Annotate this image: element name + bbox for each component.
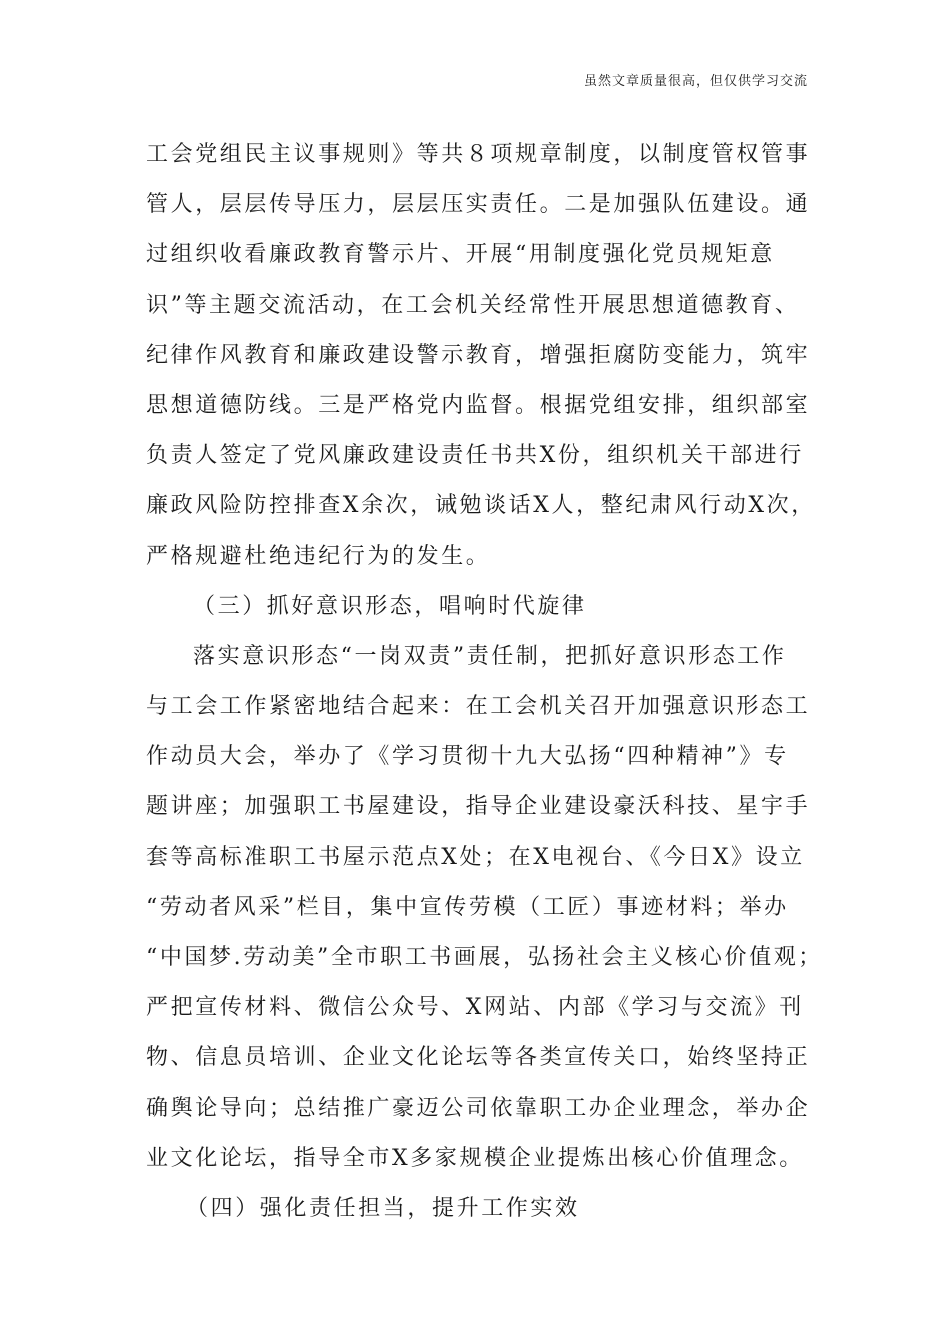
text-line: 廉政风险防控排查X余次，诫勉谈话X人，整纪肃风行动X次， xyxy=(146,493,816,519)
page-header-note: 虽然文章质量很高，但仅供学习交流 xyxy=(583,74,808,89)
text-line: 作动员大会，举办了《学习贯彻十九大弘扬“四种精神”》专 xyxy=(146,744,789,770)
text-line: 套等高标准职工书屋示范点X处；在X电视台、《今日X》设立 xyxy=(146,844,805,870)
section-heading: （四）强化责任担当，提升工作实效 xyxy=(186,1195,580,1221)
text-line: 物、信息员培训、企业文化论坛等各类宣传关口，始终坚持正 xyxy=(146,1045,811,1071)
text-line: 纪律作风教育和廉政建设警示教育，增强拒腐防变能力，筑牢 xyxy=(146,342,811,368)
document-body xyxy=(146,130,826,1234)
text-line: 负责人签定了党风廉政建设责任书共X份，组织机关干部进行 xyxy=(146,443,804,469)
paragraph-first-line: 落实意识形态“一岗双责”责任制，把抓好意识形态工作 xyxy=(193,643,787,669)
text-line: 与工会工作紧密地结合起来：在工会机关召开加强意识形态工 xyxy=(146,694,811,720)
text-line: 思想道德防线。三是严格党内监督。根据党组安排，组织部室 xyxy=(146,392,811,418)
section-heading: （三）抓好意识形态，唱响时代旋律 xyxy=(193,593,587,619)
text-line: 严把宣传材料、微信公众号、X网站、内部《学习与交流》刊 xyxy=(146,995,804,1021)
text-line: 确舆论导向；总结推广豪迈公司依靠职工办企业理念，举办企 xyxy=(146,1095,811,1121)
text-line: 工会党组民主议事规则》等共８项规章制度，以制度管权管事 xyxy=(146,142,811,167)
text-line: 管人，层层传导压力，层层压实责任。二是加强队伍建设。通 xyxy=(146,192,811,218)
text-line: 过组织收看廉政教育警示片、开展“用制度强化党员规矩意 xyxy=(146,242,775,268)
text-line: 业文化论坛，指导全市X多家规模企业提炼出核心价值理念。 xyxy=(146,1145,804,1171)
text-line: “中国梦.劳动美”全市职工书画展，弘扬社会主义核心价值观； xyxy=(146,945,823,970)
text-line: “劳动者风采”栏目，集中宣传劳模（工匠）事迹材料；举办 xyxy=(146,894,789,920)
text-line: 题讲座；加强职工书屋建设，指导企业建设豪沃科技、星宇手 xyxy=(146,794,811,820)
text-line: 严格规避杜绝违纪行为的发生。 xyxy=(146,543,491,569)
text-line: 识”等主题交流活动，在工会机关经常性开展思想道德教育、 xyxy=(146,292,800,318)
